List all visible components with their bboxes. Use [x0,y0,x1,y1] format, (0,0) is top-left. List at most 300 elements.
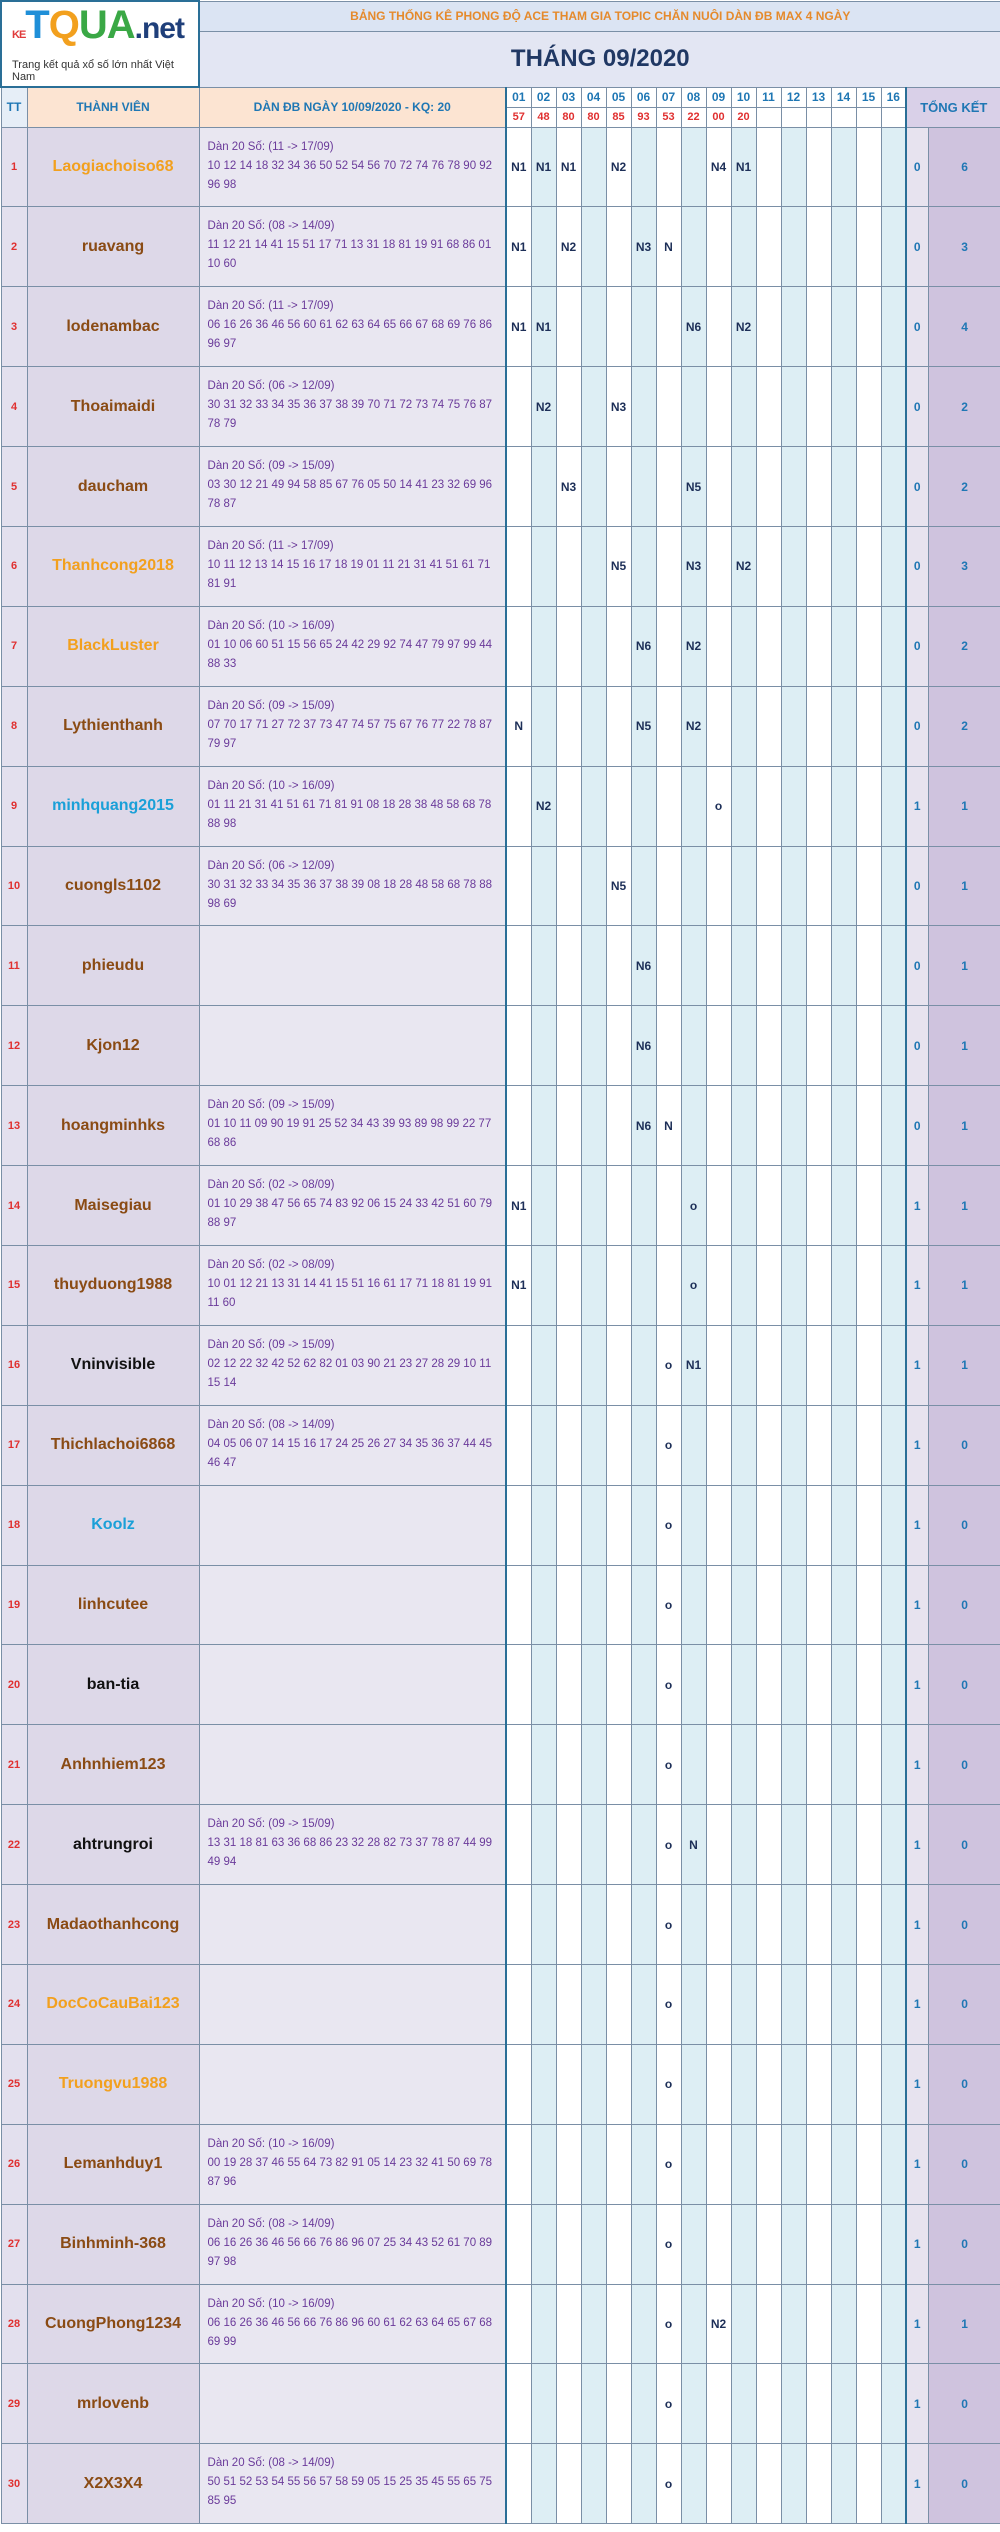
result-16 [881,107,906,127]
member-name[interactable]: ban-tia [27,1645,199,1725]
member-name[interactable]: Thanhcong2018 [27,526,199,606]
day-cell-10 [731,447,756,527]
day-cell-02: N1 [531,127,556,207]
day-cell-07: N [656,1086,681,1166]
day-cell-02 [531,1006,556,1086]
result-01: 57 [506,107,531,127]
dan-list: 07 70 17 71 27 72 37 73 47 74 57 75 67 76 77 22 78 87 79 97 [207,718,493,750]
day-cell-14 [831,1485,856,1565]
day-cell-16 [881,2444,906,2524]
day-cell-14 [831,207,856,287]
member-name[interactable]: Lemanhduy1 [27,2124,199,2204]
day-cell-01 [506,2364,531,2444]
member-name[interactable]: Koolz [27,1485,199,1565]
member-name[interactable]: linhcutee [27,1565,199,1645]
dan-title: Dàn 20 Số: (06 -> 12/09) [207,859,335,872]
result-04: 80 [581,107,606,127]
summary-total: 0 [928,1485,1000,1565]
member-name[interactable]: Lythienthanh [27,686,199,766]
member-name[interactable]: DocCoCauBai123 [27,1964,199,2044]
member-name[interactable]: minhquang2015 [27,766,199,846]
day-cell-06 [631,2364,656,2444]
dan-numbers [199,846,506,926]
dan-title: Dàn 20 Số: (08 -> 14/09) [207,2457,335,2470]
summary-total: 1 [928,1245,1000,1325]
day-cell-05 [606,926,631,1006]
day-cell-09 [706,1006,731,1086]
dan-title: Dàn 20 Số: (09 -> 15/09) [207,1099,335,1112]
day-cell-12 [781,287,806,367]
day-cell-04 [581,367,606,447]
day-cell-13 [806,1086,831,1166]
day-cell-16 [881,1485,906,1565]
dan-numbers [199,686,506,766]
day-cell-08 [681,2444,706,2524]
day-cell-05 [606,1964,631,2044]
day-header-03: 03 [556,87,581,107]
day-cell-12 [781,1805,806,1885]
member-name[interactable]: Kjon12 [27,1006,199,1086]
summary-win: 0 [906,287,928,367]
dan-numbers [199,367,506,447]
day-cell-05 [606,2364,631,2444]
day-cell-12 [781,846,806,926]
table-row [1,686,1000,766]
day-cell-10 [731,1006,756,1086]
member-name[interactable]: mrlovenb [27,2364,199,2444]
member-name[interactable]: CuongPhong1234 [27,2284,199,2364]
summary-total: 0 [928,1405,1000,1485]
day-cell-01 [506,1485,531,1565]
day-cell-16 [881,1565,906,1645]
day-cell-11 [756,766,781,846]
summary-total: 0 [928,2204,1000,2284]
dan-numbers [199,1485,506,1565]
day-cell-01 [506,1325,531,1405]
day-cell-05 [606,1565,631,1645]
logo[interactable] [1,1,199,87]
day-cell-15 [856,2204,881,2284]
day-cell-01 [506,926,531,1006]
day-cell-01 [506,1405,531,1485]
day-cell-07: o [656,1485,681,1565]
day-cell-01: N1 [506,207,531,287]
member-name[interactable]: ruavang [27,207,199,287]
day-cell-05 [606,2124,631,2204]
member-name[interactable]: Truongvu1988 [27,2044,199,2124]
dan-numbers [199,526,506,606]
day-cell-05 [606,1325,631,1405]
member-name[interactable]: Laogiachoiso68 [27,127,199,207]
row-number: 17 [1,1405,27,1485]
dan-list: 10 12 14 18 32 34 36 50 52 54 56 70 72 74 76 78 90 92 96 98 [207,159,493,191]
day-cell-10 [731,2044,756,2124]
day-cell-05: N2 [606,127,631,207]
day-cell-12 [781,1405,806,1485]
day-cell-05 [606,287,631,367]
day-cell-01 [506,2444,531,2524]
day-cell-09 [706,2364,731,2444]
day-cell-03 [556,1805,581,1885]
day-cell-11 [756,1645,781,1725]
day-cell-09 [706,1565,731,1645]
day-header-11: 11 [756,87,781,107]
table-row [1,127,1000,207]
day-cell-04 [581,1565,606,1645]
day-cell-04 [581,686,606,766]
day-cell-07 [656,1006,681,1086]
day-cell-14 [831,606,856,686]
day-cell-02 [531,1086,556,1166]
member-name[interactable]: Thoaimaidi [27,367,199,447]
day-cell-03 [556,766,581,846]
summary-total: 0 [928,2044,1000,2124]
day-cell-08 [681,2204,706,2284]
day-cell-02 [531,2284,556,2364]
day-header-04: 04 [581,87,606,107]
day-cell-05 [606,1006,631,1086]
day-cell-11 [756,287,781,367]
table-row [1,2204,1000,2284]
day-cell-05 [606,686,631,766]
day-cell-05 [606,1166,631,1246]
day-cell-13 [806,1485,831,1565]
summary-win: 0 [906,1006,928,1086]
day-cell-04 [581,1086,606,1166]
day-cell-05 [606,766,631,846]
member-name[interactable]: BlackLuster [27,606,199,686]
day-cell-01 [506,1805,531,1885]
summary-total: 1 [928,1325,1000,1405]
member-name[interactable]: Maisegiau [27,1166,199,1246]
day-cell-05 [606,1885,631,1965]
summary-win: 1 [906,1565,928,1645]
day-cell-10 [731,2124,756,2204]
member-name[interactable]: Thichlachoi6868 [27,1405,199,1485]
day-cell-08 [681,766,706,846]
day-header-14: 14 [831,87,856,107]
summary-win: 1 [906,1245,928,1325]
dan-list: 11 12 21 14 41 15 51 17 71 13 31 18 81 19 91 68 86 01 10 60 [207,239,492,271]
day-cell-14 [831,447,856,527]
dan-numbers [199,1325,506,1405]
day-cell-13 [806,606,831,686]
day-cell-15 [856,1645,881,1725]
day-cell-06: N6 [631,1086,656,1166]
row-number: 2 [1,207,27,287]
day-cell-05: N5 [606,526,631,606]
day-cell-02 [531,1405,556,1485]
day-cell-15 [856,447,881,527]
table-row [1,1725,1000,1805]
day-cell-13 [806,1405,831,1485]
day-cell-01: N1 [506,287,531,367]
day-cell-14 [831,1725,856,1805]
row-number: 23 [1,1885,27,1965]
dan-list: 13 31 18 81 63 36 68 86 23 32 28 82 73 37 78 87 44 99 49 94 [207,1837,493,1869]
summary-win: 1 [906,2284,928,2364]
dan-title: Dàn 20 Số: (10 -> 16/09) [207,2297,335,2310]
day-cell-02 [531,1565,556,1645]
day-cell-10: N2 [731,287,756,367]
day-cell-01 [506,1725,531,1805]
page-title: BẢNG THỐNG KÊ PHONG ĐỘ ACE THAM GIA TOPIC CHĂN NUÔI DÀN ĐB MAX 4 NGÀY [199,1,1000,31]
dan-title: Dàn 20 Số: (08 -> 14/09) [207,220,335,233]
summary-win: 1 [906,2124,928,2204]
day-cell-12 [781,926,806,1006]
summary-win: 1 [906,766,928,846]
dan-numbers [199,766,506,846]
day-cell-13 [806,2124,831,2204]
table-row [1,447,1000,527]
dan-title: Dàn 20 Số: (08 -> 14/09) [207,1418,335,1431]
summary-total: 1 [928,1166,1000,1246]
table-row [1,1405,1000,1485]
day-header-13: 13 [806,87,831,107]
member-name[interactable]: daucham [27,447,199,527]
day-cell-04 [581,2204,606,2284]
day-cell-09 [706,287,731,367]
day-cell-16 [881,367,906,447]
member-name[interactable]: Anhnhiem123 [27,1725,199,1805]
day-cell-01 [506,1964,531,2044]
day-cell-06 [631,1805,656,1885]
dan-title: Dàn 20 Số: (09 -> 15/09) [207,460,335,473]
member-name[interactable]: cuongls1102 [27,846,199,926]
dan-numbers [199,2044,506,2124]
day-cell-08 [681,846,706,926]
row-number: 11 [1,926,27,1006]
day-cell-13 [806,287,831,367]
day-cell-09: N2 [706,2284,731,2364]
day-cell-04 [581,846,606,926]
day-cell-13 [806,766,831,846]
day-cell-11 [756,686,781,766]
member-name[interactable]: Madaothanhcong [27,1885,199,1965]
table-row [1,2284,1000,2364]
day-cell-08: N1 [681,1325,706,1405]
day-cell-07 [656,606,681,686]
day-cell-15 [856,207,881,287]
day-cell-16 [881,2044,906,2124]
dan-list: 10 11 12 13 14 15 16 17 18 19 01 11 21 31 41 51 61 71 81 91 [207,558,491,590]
member-name[interactable]: lodenambac [27,287,199,367]
result-06: 93 [631,107,656,127]
day-cell-04 [581,1725,606,1805]
member-name[interactable]: thuyduong1988 [27,1245,199,1325]
day-cell-06 [631,127,656,207]
day-cell-07: o [656,1725,681,1805]
day-cell-06 [631,1645,656,1725]
dan-title: Dàn 20 Số: (06 -> 12/09) [207,380,335,393]
day-cell-08 [681,1565,706,1645]
table-row [1,2044,1000,2124]
dan-numbers [199,2204,506,2284]
day-cell-10 [731,846,756,926]
row-number: 9 [1,766,27,846]
day-cell-07: o [656,1645,681,1725]
day-cell-07 [656,127,681,207]
summary-win: 1 [906,1725,928,1805]
day-cell-13 [806,1166,831,1246]
dan-numbers [199,1166,506,1246]
day-cell-15 [856,686,881,766]
day-cell-02 [531,2204,556,2284]
day-cell-06 [631,1325,656,1405]
day-header-09: 09 [706,87,731,107]
day-cell-01 [506,2204,531,2284]
day-cell-01: N1 [506,127,531,207]
day-cell-02 [531,1245,556,1325]
member-name[interactable]: Vninvisible [27,1325,199,1405]
row-number: 28 [1,2284,27,2364]
day-cell-05: N5 [606,846,631,926]
summary-total: 0 [928,1805,1000,1885]
summary-total: 1 [928,846,1000,926]
table-row [1,1885,1000,1965]
day-cell-02 [531,1964,556,2044]
day-cell-09 [706,526,731,606]
day-cell-16 [881,2204,906,2284]
day-cell-01 [506,447,531,527]
day-cell-08 [681,1725,706,1805]
day-cell-14 [831,1086,856,1166]
summary-win: 0 [906,606,928,686]
summary-total: 0 [928,2444,1000,2524]
day-cell-12 [781,1166,806,1246]
summary-total: 2 [928,367,1000,447]
day-cell-09 [706,1245,731,1325]
day-cell-03 [556,846,581,926]
day-cell-03 [556,526,581,606]
day-cell-03 [556,1166,581,1246]
day-cell-07: o [656,1964,681,2044]
day-cell-04 [581,926,606,1006]
day-cell-15 [856,766,881,846]
day-cell-02 [531,1485,556,1565]
day-cell-07 [656,1245,681,1325]
member-name[interactable]: hoangminhks [27,1086,199,1166]
summary-win: 1 [906,1805,928,1885]
day-cell-15 [856,606,881,686]
dan-title: Dàn 20 Số: (09 -> 15/09) [207,699,335,712]
day-cell-02 [531,526,556,606]
day-cell-06 [631,287,656,367]
day-cell-11 [756,1166,781,1246]
member-name[interactable]: X2X3X4 [27,2444,199,2524]
day-cell-04 [581,526,606,606]
row-number: 4 [1,367,27,447]
day-header-05: 05 [606,87,631,107]
day-cell-05 [606,1405,631,1485]
summary-win: 0 [906,1086,928,1166]
day-cell-05 [606,2204,631,2284]
day-cell-04 [581,2444,606,2524]
day-cell-10 [731,2284,756,2364]
day-header-12: 12 [781,87,806,107]
day-cell-02 [531,686,556,766]
dan-numbers [199,1885,506,1965]
day-cell-07 [656,846,681,926]
day-cell-11 [756,367,781,447]
summary-total: 1 [928,1086,1000,1166]
day-cell-16 [881,2124,906,2204]
day-cell-01 [506,606,531,686]
day-cell-16 [881,1405,906,1485]
day-cell-03 [556,1964,581,2044]
day-cell-11 [756,2444,781,2524]
day-cell-05 [606,1485,631,1565]
day-cell-01 [506,526,531,606]
day-cell-15 [856,1805,881,1885]
day-cell-14 [831,1325,856,1405]
day-cell-04 [581,127,606,207]
summary-win: 1 [906,1885,928,1965]
day-cell-10 [731,926,756,1006]
day-cell-09 [706,846,731,926]
day-cell-15 [856,127,881,207]
day-cell-02 [531,1166,556,1246]
table-row [1,926,1000,1006]
member-name[interactable]: ahtrungroi [27,1805,199,1885]
day-cell-01 [506,846,531,926]
day-cell-13 [806,2444,831,2524]
member-name[interactable]: phieudu [27,926,199,1006]
day-cell-02: N2 [531,766,556,846]
summary-total: 3 [928,207,1000,287]
day-cell-14 [831,1964,856,2044]
member-header: THÀNH VIÊN [27,87,199,127]
day-cell-03: N3 [556,447,581,527]
day-cell-06 [631,1166,656,1246]
summary-win: 0 [906,207,928,287]
day-cell-15 [856,287,881,367]
dan-title: Dàn 20 Số: (08 -> 14/09) [207,2217,335,2230]
day-cell-09 [706,367,731,447]
day-cell-06 [631,526,656,606]
table-row [1,1645,1000,1725]
dan-numbers [199,2364,506,2444]
day-cell-13 [806,2284,831,2364]
day-cell-03 [556,1245,581,1325]
day-cell-15 [856,2044,881,2124]
table-row [1,1006,1000,1086]
row-number: 10 [1,846,27,926]
day-cell-11 [756,2364,781,2444]
dan-numbers [199,447,506,527]
day-cell-13 [806,926,831,1006]
day-cell-10 [731,2204,756,2284]
table-row [1,1964,1000,2044]
day-cell-01: N1 [506,1245,531,1325]
day-cell-14 [831,1885,856,1965]
member-name[interactable]: Binhminh-368 [27,2204,199,2284]
day-cell-12 [781,2364,806,2444]
day-cell-07 [656,287,681,367]
day-cell-09 [706,2044,731,2124]
day-cell-15 [856,1086,881,1166]
summary-total: 0 [928,2124,1000,2204]
day-cell-04 [581,1645,606,1725]
day-cell-11 [756,1086,781,1166]
day-cell-05 [606,2044,631,2124]
day-cell-04 [581,1805,606,1885]
day-cell-05 [606,1725,631,1805]
day-cell-07: o [656,2044,681,2124]
day-cell-11 [756,1805,781,1885]
row-number: 14 [1,1166,27,1246]
row-number: 18 [1,1485,27,1565]
